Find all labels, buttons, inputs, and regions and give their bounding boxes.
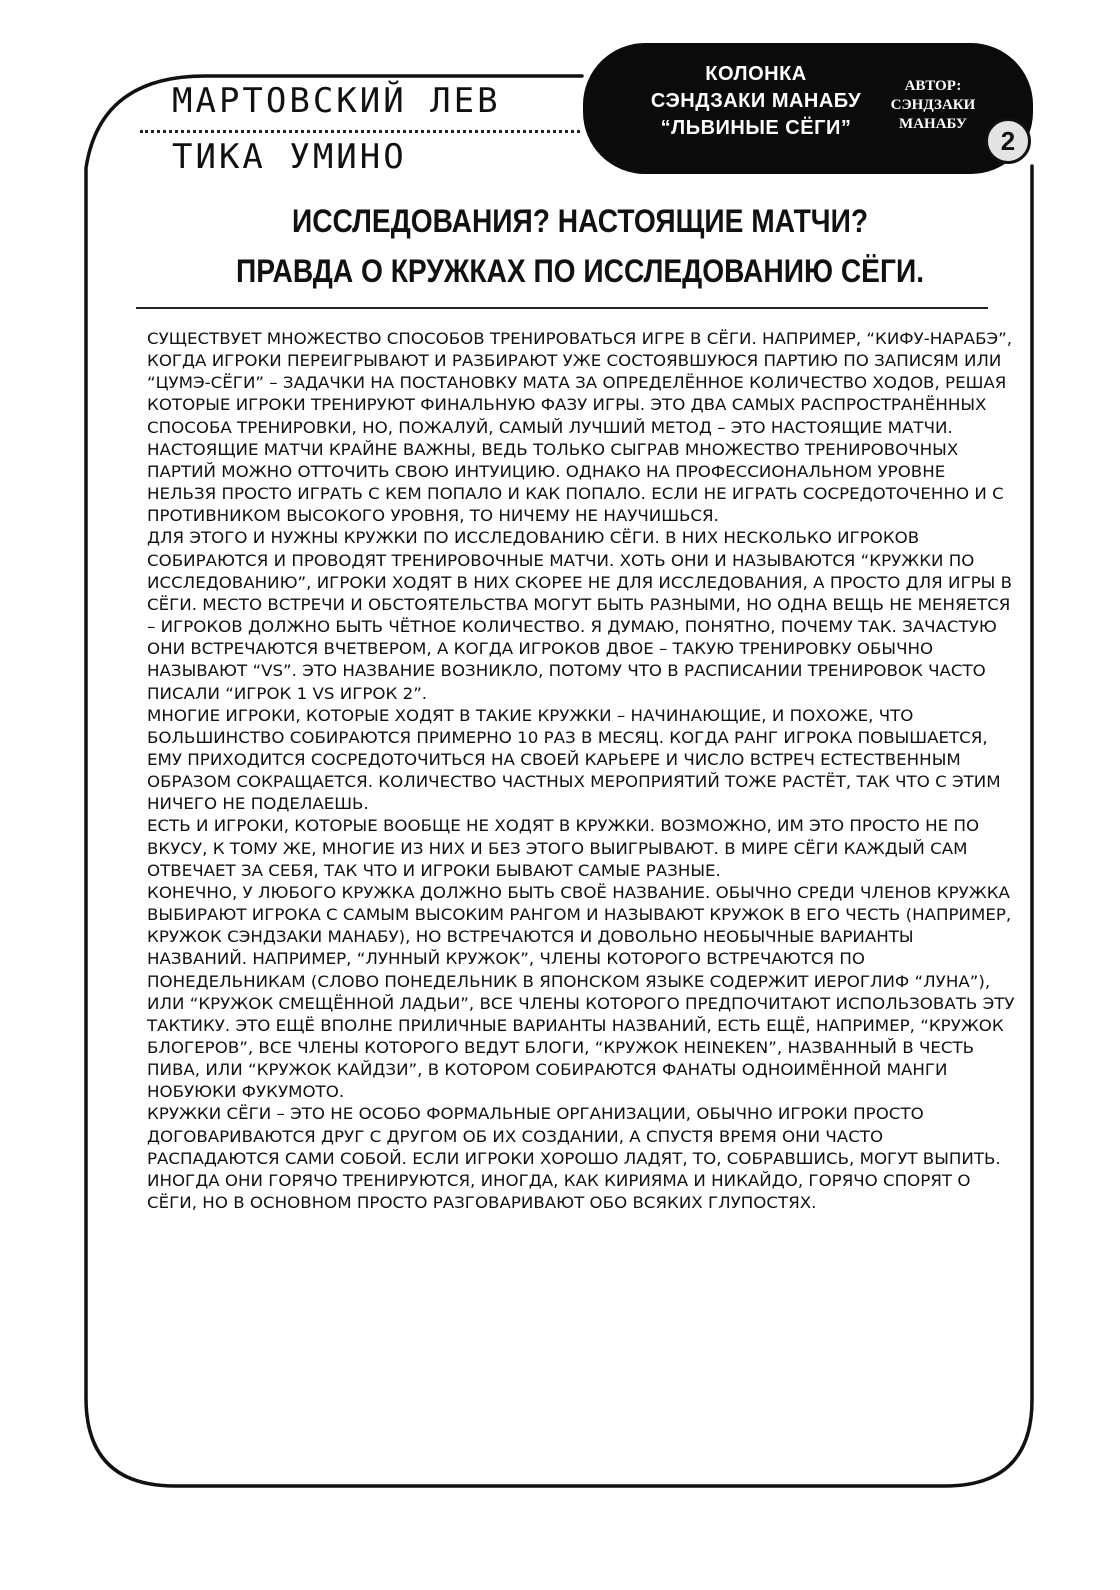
article-body	[147, 328, 1015, 1214]
article-paragraph: КОНЕЧНО, У ЛЮБОГО КРУЖКА ДОЛЖНО БЫТЬ СВОЁ НАЗВАНИЕ. ОБЫЧНО СРЕДИ ЧЛЕНОВ КРУЖКА ВЫБИРАЮТ ИГРОКА С САМЫМ ВЫСОКИМ РАНГОМ И НАЗЫВАЮТ КРУЖОК В ЕГО ЧЕСТЬ (НАПРИМЕР, КРУЖОК СЭНДЗАКИ МАНАБУ), НО ВСТРЕЧАЮТСЯ И ДОВОЛЬНО НЕОБЫЧНЫЕ ВАРИАНТЫ НАЗВАНИЙ. НАПРИМЕР, “ЛУННЫЙ КРУЖОК”, ЧЛЕНЫ КОТОРОГО ВСТРЕЧАЮТСЯ ПО ПОНЕДЕЛЬНИКАМ (СЛОВО ПОНЕДЕЛЬНИК В ЯПОНСКОМ ЯЗЫКЕ СОДЕРЖИТ ИЕРОГЛИФ “ЛУНА”), ИЛИ “КРУЖОК СМЕЩЁННОЙ ЛАДЬИ”, ВСЕ ЧЛЕНЫ КОТОРОГО ПРЕДПОЧИТАЮТ ИСПОЛЬЗОВАТЬ ЭТУ ТАКТИКУ. ЭТО ЕЩЁ ВПОЛНЕ ПРИЛИЧНЫЕ ВАРИАНТЫ НАЗВАНИЙ, ЕСТЬ ЕЩЁ, НАПРИМЕР, “КРУЖОК БЛОГЕРОВ”, ВСЕ ЧЛЕНЫ КОТОРОГО ВЕДУТ БЛОГИ, “КРУЖОК HEINEKEN”, НАЗВАННЫЙ В ЧЕСТЬ ПИВА, ИЛИ “КРУЖОК КАЙДЗИ”, В КОТОРОМ СОБИРАЮТСЯ ФАНАТЫ ОДНОИМЁННОЙ МАНГИ НОБУЮКИ ФУКУМОТО.	[147, 882, 1015, 1102]
headline-line: ПРАВДА О КРУЖКАХ ПО ИССЛЕДОВАНИЮ СЁГИ.	[235, 253, 925, 289]
headline-line: ИССЛЕДОВАНИЯ? НАСТОЯЩИЕ МАТЧИ?	[291, 203, 869, 239]
column-author-line: СЭНДЗАКИ	[890, 97, 976, 113]
headline	[202, 196, 959, 296]
author-name: ТИКА УМИНО	[172, 137, 407, 177]
series-title: МАРТОВСКИЙ ЛЕВ	[172, 81, 501, 121]
column-author-line: АВТОР:	[904, 78, 962, 94]
article-paragraph: МНОГИЕ ИГРОКИ, КОТОРЫЕ ХОДЯТ В ТАКИЕ КРУЖКИ – НАЧИНАЮЩИЕ, И ПОХОЖЕ, ЧТО БОЛЬШИНСТВО СОБИРАЮТСЯ ПРИМЕРНО 10 РАЗ В МЕСЯЦ. КОГДА РАНГ ИГРОКА ПОВЫШАЕТСЯ, ЕМУ ПРИХОДИТСЯ СОСРЕДОТОЧИТЬСЯ НА СВОЕЙ КАРЬЕРЕ И ЧИСЛО ВСТРЕЧ ЕСТЕСТВЕННЫМ ОБРАЗОМ СОКРАЩАЕТСЯ. КОЛИЧЕСТВО ЧАСТНЫХ МЕРОПРИЯТИЙ ТОЖЕ РАСТЁТ, ТАК ЧТО С ЭТИМ НИЧЕГО НЕ ПОДЕЛАЕШЬ.	[147, 705, 1001, 814]
column-author	[879, 77, 987, 134]
article-paragraph: ЕСТЬ И ИГРОКИ, КОТОРЫЕ ВООБЩЕ НЕ ХОДЯТ В КРУЖКИ. ВОЗМОЖНО, ИМ ЭТО ПРОСТО НЕ ПО ВКУСУ, К ТОМУ ЖЕ, МНОГИЕ ИЗ НИХ И БЕЗ ЭТОГО ВЫИГРЫВАЮТ. В МИРЕ СЁГИ КАЖДЫЙ САМ ОТВЕЧАЕТ ЗА СЕБЯ, ТАК ЧТО И ИГРОКИ БЫВАЮТ САМЫЕ РАЗНЫЕ.	[147, 816, 980, 880]
article-paragraph: ДЛЯ ЭТОГО И НУЖНЫ КРУЖКИ ПО ИССЛЕДОВАНИЮ СЁГИ. В НИХ НЕСКОЛЬКО ИГРОКОВ СОБИРАЮТСЯ И ПРОВОДЯТ ТРЕНИРОВОЧНЫЕ МАТЧИ. ХОТЬ ОНИ И НАЗЫВАЮТСЯ “КРУЖКИ ПО ИССЛЕДОВАНИЮ”, ИГРОКИ ХОДЯТ В НИХ СКОРЕЕ НЕ ДЛЯ ИССЛЕДОВАНИЯ, А ПРОСТО ДЛЯ ИГРЫ В СЁГИ. МЕСТО ВСТРЕЧИ И ОБСТОЯТЕЛЬСТВА МОГУТ БЫТЬ РАЗНЫМИ, НО ОДНА ВЕЩЬ НЕ МЕНЯЕТСЯ – ИГРОКОВ ДОЛЖНО БЫТЬ ЧЁТНОЕ КОЛИЧЕСТВО. Я ДУМАЮ, ПОНЯТНО, ПОЧЕМУ ТАК. ЗАЧАСТУЮ ОНИ ВСТРЕЧАЮТСЯ ВЧЕТВЕРОМ, А КОГДА ИГРОКОВ ДВОЕ – ТАКУЮ ТРЕНИРОВКУ ОБЫЧНО НАЗЫВАЮТ “VS”. ЭТО НАЗВАНИЕ ВОЗНИКЛО, ПОТОМУ ЧТО В РАСПИСАНИИ ТРЕНИРОВОК ЧАСТО ПИСАЛИ “ИГРОК 1 VS ИГРОК 2”.	[147, 528, 1013, 703]
column-name-line: КОЛОНКА	[705, 63, 807, 85]
page-number: 2	[985, 118, 1031, 164]
article-paragraph: КРУЖКИ СЁГИ – ЭТО НЕ ОСОБО ФОРМАЛЬНЫЕ ОРГАНИЗАЦИИ, ОБЫЧНО ИГРОКИ ПРОСТО ДОГОВАРИВАЮТСЯ ДРУГ С ДРУГОМ ОБ ИХ СОЗДАНИИ, А СПУСТЯ ВРЕМЯ ОНИ ЧАСТО РАСПАДАЮТСЯ САМИ СОБОЙ. ЕСЛИ ИГРОКИ ХОРОШО ЛАДЯТ, ТО, СОБРАВШИСЬ, МОГУТ ВЫПИТЬ. ИНОГДА ОНИ ГОРЯЧО ТРЕНИРУЮТСЯ, ИНОГДА, КАК КИРИЯМА И НИКАЙДО, ГОРЯЧО СПОРЯТ О СЁГИ, НО В ОСНОВНОМ ПРОСТО РАЗГОВАРИВАЮТ ОБО ВСЯКИХ ГЛУПОСТЯХ.	[147, 1104, 1001, 1213]
dotted-divider	[140, 130, 580, 133]
article-paragraph: СУЩЕСТВУЕТ МНОЖЕСТВО СПОСОБОВ ТРЕНИРОВАТЬСЯ ИГРЕ В СЁГИ. НАПРИМЕР, “КИФУ-НАРАБЭ”, КОГДА ИГРОКИ ПЕРЕИГРЫВАЮТ И РАЗБИРАЮТ УЖЕ СОСТОЯВШУЮСЯ ПАРТИЮ ПО ЗАПИСЯМ ИЛИ “ЦУМЭ-СЁГИ” – ЗАДАЧКИ НА ПОСТАНОВКУ МАТА ЗА ОПРЕДЕЛЁННОЕ КОЛИЧЕСТВО ХОДОВ, РЕШАЯ КОТОРЫЕ ИГРОКИ ТРЕНИРУЮТ ФИНАЛЬНУЮ ФАЗУ ИГРЫ. ЭТО ДВА САМЫХ РАСПРОСТРАНЁННЫХ СПОСОБА ТРЕНИРОВКИ, НО, ПОЖАЛУЙ, САМЫЙ ЛУЧШИЙ МЕТОД – ЭТО НАСТОЯЩИЕ МАТЧИ. НАСТОЯЩИЕ МАТЧИ КРАЙНЕ ВАЖНЫ, ВЕДЬ ТОЛЬКО СЫГРАВ МНОЖЕСТВО ТРЕНИРОВОЧНЫХ ПАРТИЙ МОЖНО ОТТОЧИТЬ СВОЮ ИНТУИЦИЮ. ОДНАКО НА ПРОФЕССИОНАЛЬНОМ УРОВНЕ НЕЛЬЗЯ ПРОСТО ИГРАТЬ С КЕМ ПОПАЛО И КАК ПОПАЛО. ЕСЛИ НЕ ИГРАТЬ СОСРЕДОТОЧЕННО И С ПРОТИВНИКОМ ВЫСОКОГО УРОВНЯ, ТО НИЧЕМУ НЕ НАУЧИШЬСЯ.	[147, 329, 1013, 526]
column-name-line: “ЛЬВИНЫЕ СЁГИ”	[660, 117, 852, 139]
headline-rule	[136, 307, 988, 309]
column-name-line: СЭНДЗАКИ МАНАБУ	[650, 90, 862, 112]
column-badge	[583, 43, 1033, 174]
column-author-line: МАНАБУ	[899, 116, 967, 132]
column-name	[621, 61, 891, 142]
